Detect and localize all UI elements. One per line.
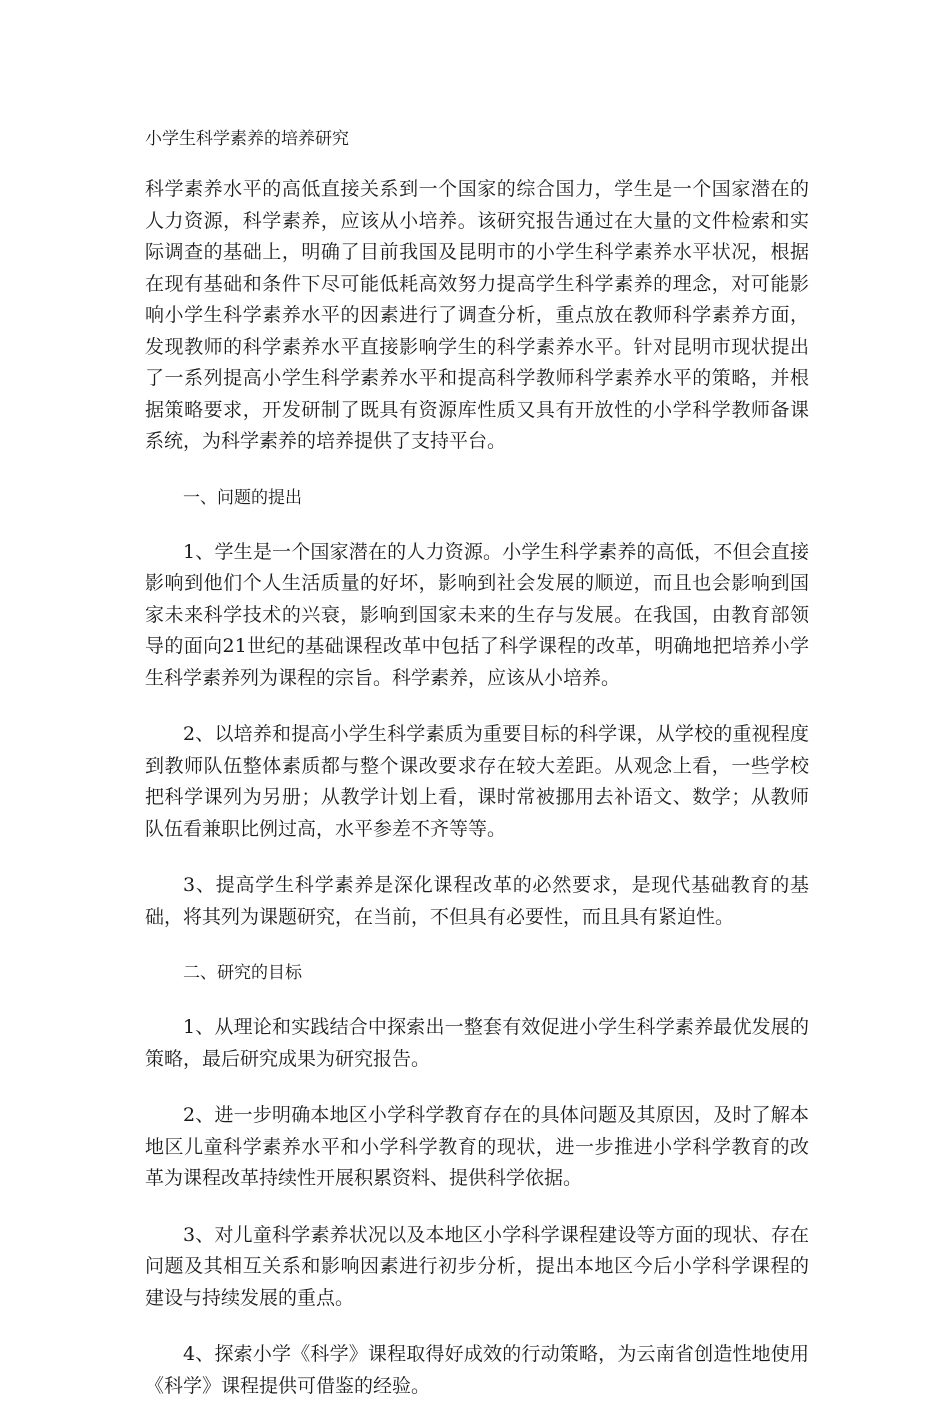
body-paragraph: 2、以培养和提高小学生科学素质为重要目标的科学课，从学校的重视程度到教师队伍整体素质都与整个课改要求存在较大差距。从观念上看，一些学校把科学课列为另册；从教学计划上看，课时常被挪用去补语文、数学；从教师队伍看兼职比例过高，水平参差不齐等等。 [145,723,809,840]
body-paragraph: 2、进一步明确本地区小学科学教育存在的具体问题及其原因，及时了解本地区儿童科学素养水平和小学科学教育的现状，进一步推进小学科学教育的改革为课程改革持续性开展积累资料、提供科学依据。 [145,1104,809,1189]
section-heading-problem: 一、问题的提出 [183,487,302,508]
body-paragraph: 3、提高学生科学素养是深化课程改革的必然要求，是现代基础教育的基础，将其列为课题研究，在当前，不但具有必要性，而且具有紧迫性。 [145,874,809,928]
body-paragraph: 1、从理论和实践结合中探索出一整套有效促进小学生科学素养最优发展的策略，最后研究成果为研究报告。 [145,1016,809,1070]
body-paragraph: 3、对儿童科学素养状况以及本地区小学科学课程建设等方面的现状、存在问题及其相互关系和影响因素进行初步分析，提出本地区今后小学科学课程的建设与持续发展的重点。 [145,1223,809,1309]
abstract-paragraph: 科学素养水平的高低直接关系到一个国家的综合国力，学生是一个国家潜在的人力资源，科学素养，应该从小培养。该研究报告通过在大量的文件检索和实际调查的基础上，明确了目前我国及昆明市的小学生科学素养水平状况，根据在现有基础和条件下尽可能低耗高效努力提高学生科学素养的理念，对可能影响小学生科学素养水平的因素进行了调查分析，重点放在教师科学素养方面，发现教师的科学素养水平直接影响学生的科学素养水平。针对昆明市现状提出了一系列提高小学生科学素养水平和提高科学教师科学素养水平的策略，并根据策略要求，开发研制了既具有资源库性质又具有开放性的小学科学教师备课系统，为科学素养的培养提供了支持平台。 [145,178,809,452]
body-paragraph: 4、探索小学《科学》课程取得好成效的行动策略，为云南省创造性地使用《科学》课程提供可借鉴的经验。 [145,1343,809,1397]
document-page [145,124,809,1427]
body-paragraph: 1、学生是一个国家潜在的人力资源。小学生科学素养的高低，不但会直接影响到他们个人生活质量的好坏，影响到社会发展的顺逆，而且也会影响到国家未来科学技术的兴衰，影响到国家未来的生存与发展。在我国，由教育部领导的面向21世纪的基础课程改革中包括了科学课程的改革，明确地把培养小学生科学素养列为课程的宗旨。科学素养，应该从小培养。 [145,540,809,689]
section-heading-goals: 二、研究的目标 [183,963,302,983]
document-title: 小学生科学素养的培养研究 [145,129,349,149]
